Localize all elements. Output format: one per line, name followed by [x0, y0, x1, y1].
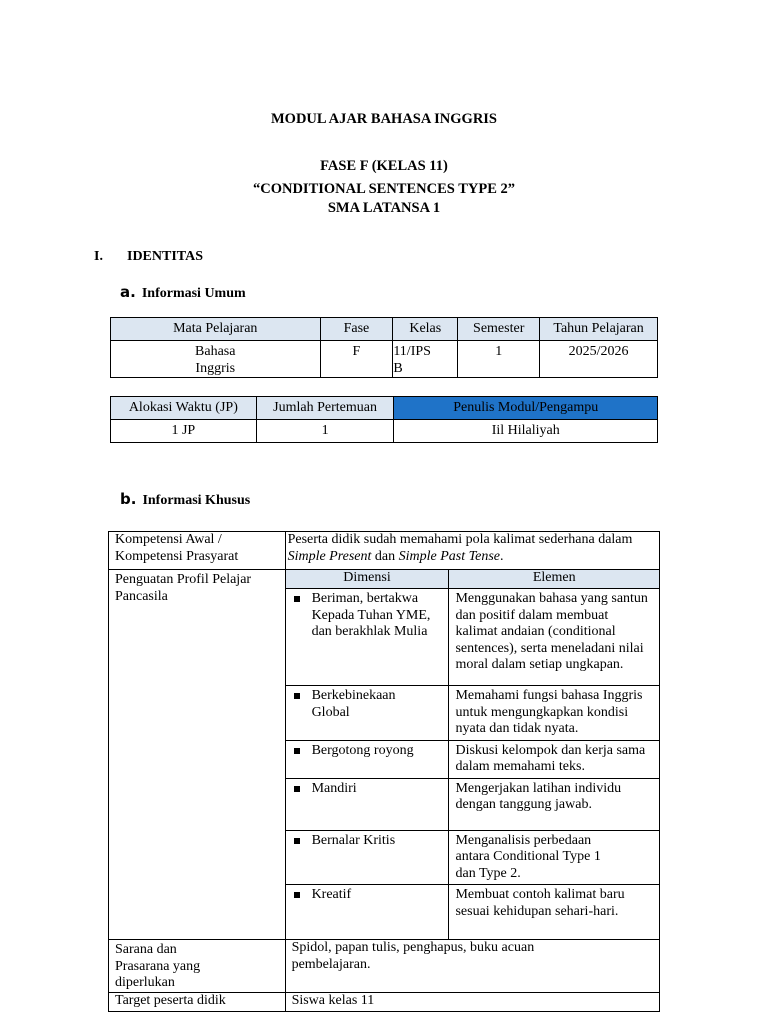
subsection-b: [120, 490, 250, 509]
table-cell: F: [320, 341, 393, 378]
subsection-a-title: Informasi Umum: [141, 286, 246, 301]
target-label: Target peserta didik: [109, 993, 286, 1012]
info-khusus-table: [108, 531, 660, 1012]
bullet-icon: [294, 693, 300, 699]
section-number: I.: [94, 249, 103, 264]
subsection-b-letter: b.: [120, 490, 137, 508]
elemen-cell: Menggunakan bahasa yang santun dan positif dalam membuat kalimat andaian (conditional sentences), serta meneladani nilai moral dalam setiap ungkapan.: [449, 589, 660, 686]
topic-heading: “CONDITIONAL SENTENCES TYPE 2”: [252, 181, 515, 197]
elemen-cell: Memahami fungsi bahasa Inggris untuk mengungkapkan kondisi nyata dan tidak nyata.: [449, 686, 660, 741]
table-header: Alokasi Waktu (JP): [111, 397, 257, 420]
elemen-cell: Membuat contoh kalimat baru sesuai kehidupan sehari-hari.: [449, 885, 660, 940]
profil-label: Penguatan Profil Pelajar Pancasila: [109, 570, 286, 940]
info-umum-table-2: [110, 396, 658, 443]
table-cell: 1 JP: [111, 420, 257, 443]
elemen-cell: Menganalisis perbedaan antara Conditional Type 1 dan Type 2.: [449, 830, 660, 885]
bullet-icon: [294, 596, 300, 602]
subsection-a: [120, 283, 246, 302]
info-umum-table: [110, 317, 658, 378]
table-cell: Bahasa Inggris: [111, 341, 321, 378]
subsection-b-title: Informasi Khusus: [142, 493, 251, 508]
table-header: Fase: [320, 318, 393, 341]
table-cell: 11/IPS B: [393, 341, 458, 378]
table-header-row: [111, 318, 658, 341]
elemen-cell: Diskusi kelompok dan kerja sama dalam memahami teks.: [449, 740, 660, 778]
fase-heading: FASE F (KELAS 11): [320, 158, 448, 174]
table-header: Jumlah Pertemuan: [256, 397, 394, 420]
table-row: [109, 993, 660, 1012]
elemen-header: Elemen: [449, 570, 660, 589]
bullet-icon: [294, 838, 300, 844]
table-cell: 1: [256, 420, 394, 443]
dimensi-cell: Beriman, bertakwa Kepada Tuhan YME, dan berakhlak Mulia: [285, 589, 449, 686]
dimensi-cell: Berkebinekaan Global: [285, 686, 449, 741]
table-header-row: [111, 397, 658, 420]
school-heading: SMA LATANSA 1: [327, 200, 441, 216]
table-header: Mata Pelajaran: [111, 318, 321, 341]
target-value: Siswa kelas 11: [285, 993, 659, 1012]
dimensi-cell: Bergotong royong: [285, 740, 449, 778]
dimensi-cell: Bernalar Kritis: [285, 830, 449, 885]
elemen-cell: Mengerjakan latihan individu dengan tanggung jawab.: [449, 778, 660, 830]
document-title: MODUL AJAR BAHASA INGGRIS: [271, 111, 497, 127]
table-row: [111, 420, 658, 443]
dimensi-cell: Mandiri: [285, 778, 449, 830]
table-header: Penulis Modul/Pengampu: [394, 397, 658, 420]
table-header: Tahun Pelajaran: [540, 318, 658, 341]
kompetensi-label: Kompetensi Awal / Kompetensi Prasyarat: [109, 532, 286, 570]
dimensi-header: Dimensi: [285, 570, 449, 589]
table-row: [109, 940, 660, 993]
sarana-label: Sarana dan Prasarana yang diperlukan: [109, 940, 286, 993]
subsection-a-letter: a.: [120, 283, 136, 301]
table-cell: 2025/2026: [540, 341, 658, 378]
table-cell: 1: [458, 341, 540, 378]
bullet-icon: [294, 748, 300, 754]
bullet-icon: [294, 892, 300, 898]
kompetensi-value: Peserta didik sudah memahami pola kalimat sederhana dalam Simple Present dan Simple Past Tense.: [285, 532, 659, 570]
table-cell: Iil Hilaliyah: [394, 420, 658, 443]
table-row: [109, 570, 660, 589]
section-title: IDENTITAS: [127, 249, 203, 264]
bullet-icon: [294, 786, 300, 792]
table-header: Semester: [458, 318, 540, 341]
dimensi-cell: Kreatif: [285, 885, 449, 940]
table-header: Kelas: [393, 318, 458, 341]
sarana-value: Spidol, papan tulis, penghapus, buku acuan pembelajaran.: [285, 940, 659, 993]
table-row: [111, 341, 658, 378]
table-row: [109, 532, 660, 570]
